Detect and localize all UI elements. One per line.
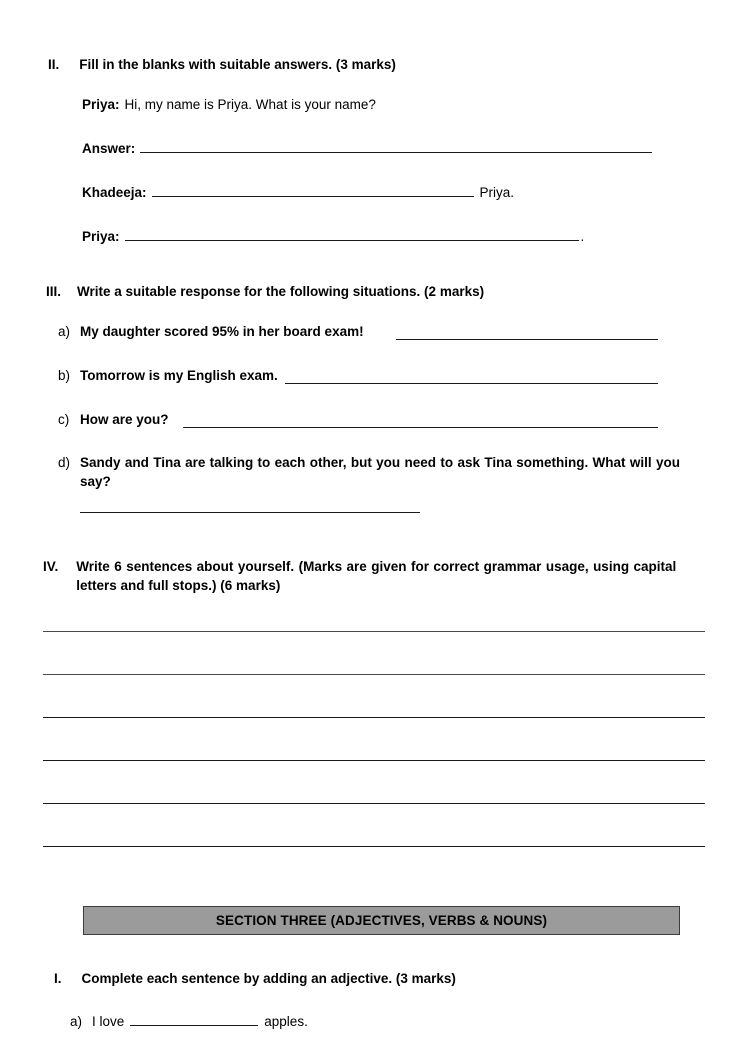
- question-iii-item-d: [58, 453, 680, 491]
- dialogue-text: Hi, my name is Priya. What is your name?: [124, 97, 376, 112]
- question-iv-prompt: Write 6 sentences about yourself. (Marks are given for correct grammar usage, using capital letters and full stops.) (6 marks): [76, 559, 677, 593]
- question-iii-item-c: [58, 410, 169, 429]
- writing-line-6[interactable]: [43, 846, 705, 847]
- writing-line-5[interactable]: [43, 803, 705, 804]
- item-letter: b): [58, 368, 71, 383]
- question-ii-marker: II.: [48, 57, 60, 72]
- section-three-banner-title: SECTION THREE (ADJECTIVES, VERBS & NOUNS): [215, 913, 548, 928]
- question-ii-prompt: Fill in the blanks with suitable answers. (3 marks): [79, 57, 396, 72]
- item-text: Tomorrow is my English exam.: [80, 368, 278, 383]
- writing-line-3[interactable]: [43, 717, 705, 718]
- question-iii-item-b: [58, 366, 278, 385]
- dialogue-tail-text: .: [580, 229, 585, 244]
- section-three-item-a: [70, 1012, 308, 1031]
- dialogue-row-priya-intro: [82, 95, 376, 114]
- question-iii-item-a-answer-rule[interactable]: [396, 339, 658, 340]
- section-three-banner: [83, 906, 680, 935]
- item-text: How are you?: [80, 412, 169, 427]
- writing-line-4[interactable]: [43, 760, 705, 761]
- question-iii-marker: III.: [46, 284, 62, 299]
- question-iii-item-a: [58, 322, 364, 341]
- section-three-question-i-prompt: Complete each sentence by adding an adjective. (3 marks): [81, 971, 456, 986]
- question-iii-prompt: Write a suitable response for the following situations. (2 marks): [77, 284, 485, 299]
- dialogue-speaker: Priya:: [82, 229, 120, 244]
- question-iv-marker: IV.: [43, 559, 59, 574]
- answer-blank-rule[interactable]: [152, 183, 474, 197]
- question-ii-heading: [48, 55, 688, 74]
- writing-line-2[interactable]: [43, 674, 705, 675]
- dialogue-row-khadeeja: [82, 183, 514, 202]
- answer-blank-rule[interactable]: [140, 139, 652, 153]
- dialogue-tail-text: Priya.: [479, 185, 515, 200]
- section-three-question-i-heading: [54, 969, 694, 988]
- dialogue-speaker: Answer:: [82, 141, 136, 156]
- question-iii-item-c-answer-rule[interactable]: [183, 427, 658, 428]
- item-letter: a): [58, 324, 71, 339]
- item-letter: c): [58, 412, 70, 427]
- dialogue-row-priya-final: [82, 227, 584, 246]
- section-three-question-i-marker: I.: [54, 971, 62, 986]
- dialogue-speaker: Priya:: [82, 97, 120, 112]
- dialogue-row-answer: [82, 139, 652, 158]
- item-text: Sandy and Tina are talking to each other, but you need to ask Tina something. What will you say?: [80, 455, 680, 489]
- question-iii-heading: [46, 282, 696, 301]
- dialogue-speaker: Khadeeja:: [82, 185, 147, 200]
- question-iii-item-b-answer-rule[interactable]: [285, 383, 658, 384]
- item-prefix-text: I love: [92, 1014, 125, 1029]
- answer-blank-rule[interactable]: [125, 227, 579, 241]
- question-iii-item-d-answer-rule[interactable]: [80, 512, 420, 513]
- question-iv-heading: [43, 557, 708, 595]
- writing-line-1[interactable]: [43, 631, 705, 632]
- item-letter: a): [70, 1014, 83, 1029]
- adjective-blank-rule[interactable]: [130, 1012, 258, 1026]
- item-letter: d): [58, 455, 71, 470]
- item-text: My daughter scored 95% in her board exam!: [80, 324, 364, 339]
- item-suffix-text: apples.: [264, 1014, 308, 1029]
